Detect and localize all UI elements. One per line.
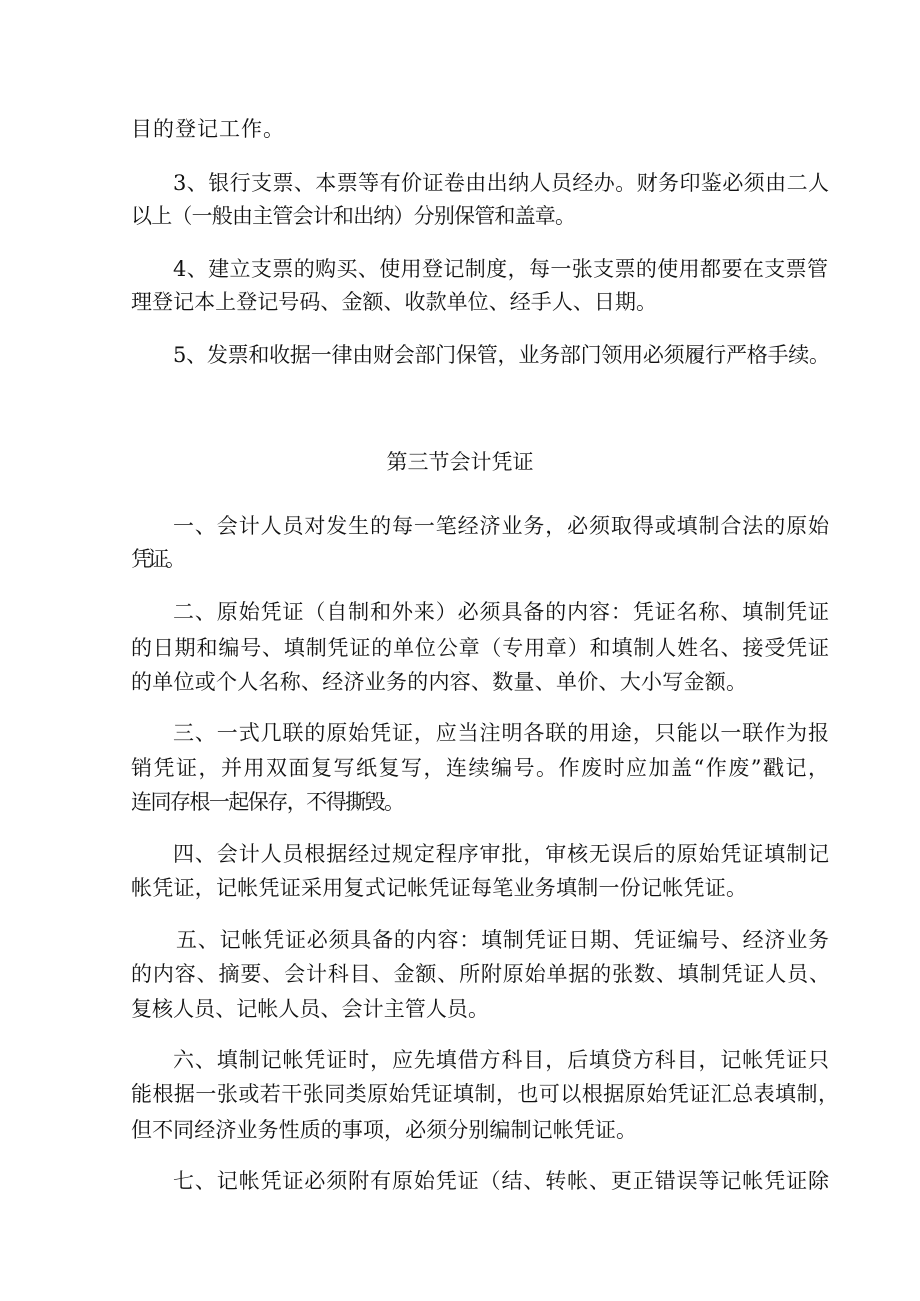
section-heading: 第三节会计凭证	[386, 450, 534, 474]
document-page: 目的登记工作。 3、银行支票、本票等有价证卷由出纳人员经办。财务印鉴必须由二人 以上（一般由主管会计和出纳）分别保管和盖章。 4、建立支票的购买、使用登记制度，每一张支票的使用都要在支票管 理登记本上登记号码、金额、收款单位、经手人、日期。 5、发票和收据一律由财会部门保管，业务部门领用必须履行严格手续。 第三节会计凭证 一、会计人员对发生的每一笔经济业务，必须取得或填制合法的原始 凭证。 二、原始凭证（自制和外来）必须具备的内容：凭证名称、填制凭证 的日期和编号、填制凭证的单位公章（专用章）和填制人姓名、接受凭证 的单位或个人名称、经济业务的内容、数量、单价、大小写金额。 三、一式几联的原始凭证，应当注明各联的用途，只能以一联作为报 销凭证，并用双面复写纸复写，连续编号。作废时应加盖“作废”戳记， 连同存根一起保存，不得撕毁。 四、会计人员根据经过规定程序审批，审核无误后的原始凭证填制记 帐凭证，记帐凭证采用复式记帐凭证每笔业务填制一份记帐凭证。 五、记帐凭证必须具备的内容：填制凭证日期、凭证编号、经济业务 的内容、摘要、会计科目、金额、所附原始单据的张数、填制凭证人员、 复核人员、记帐人员、会计主管人员。 六、填制记帐凭证时，应先填借方科目，后填贷方科目，记帐凭证只 能根据一张或若干张同类原始凭证填制，也可以根据原始凭证汇总表填制， 但不同经济业务性质的事项，必须分别编制记帐凭证。 七、记帐凭证必须附有原始凭证（结、转帐、更正错误等记帐凭证除	[0, 0, 920, 1301]
